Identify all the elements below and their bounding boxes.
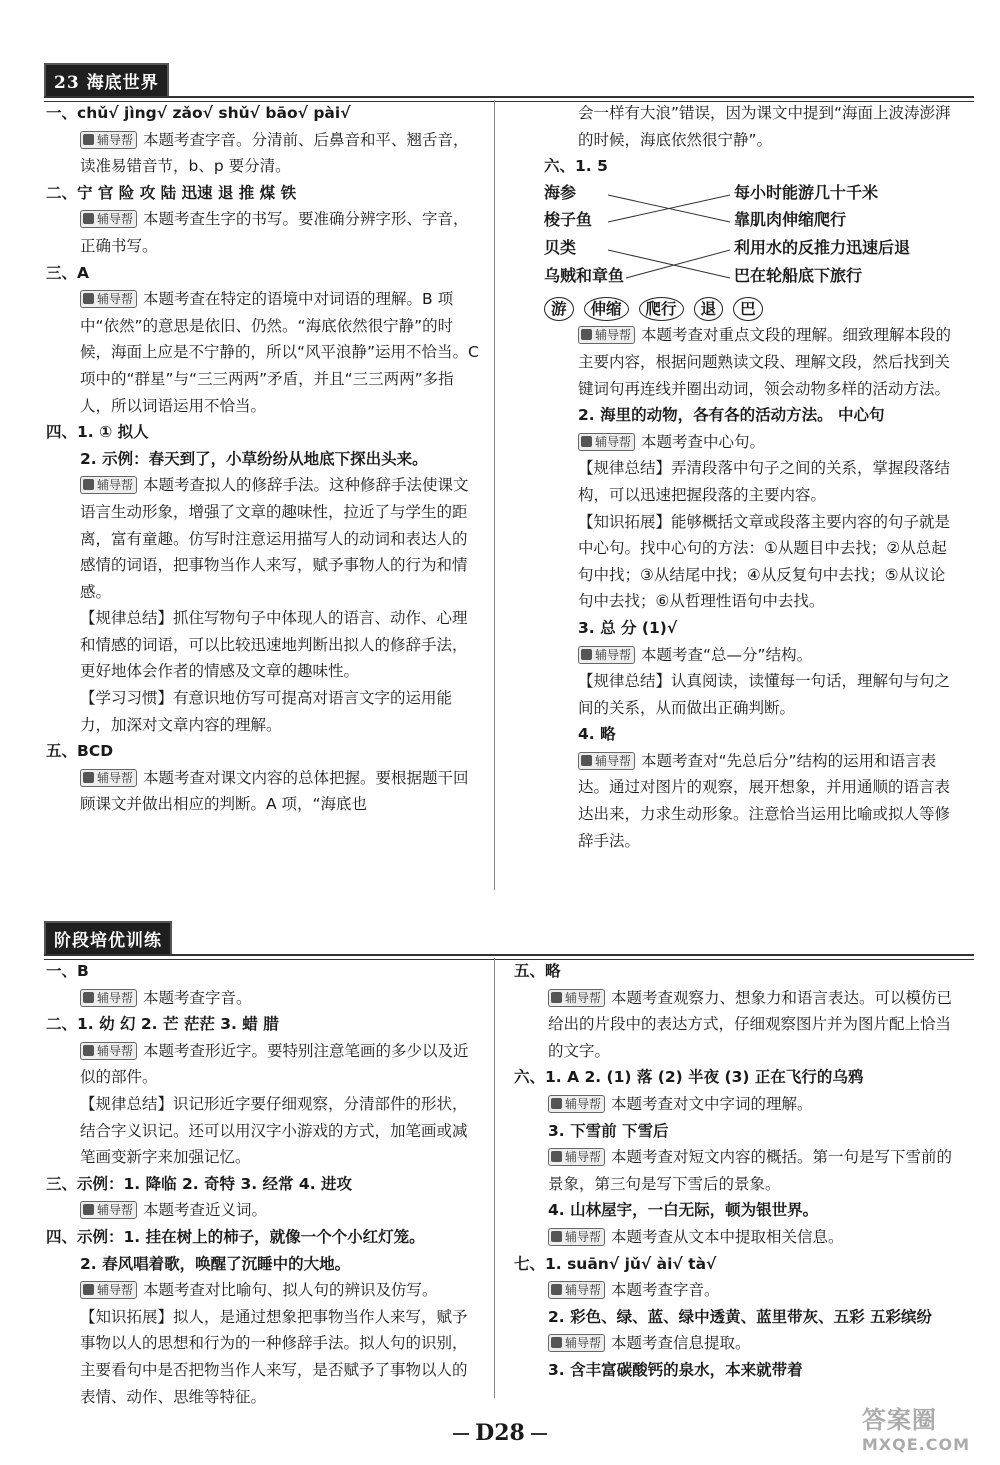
note-text: 本题考查信息提取。 — [611, 1334, 751, 1353]
note-text: 本题考查在特定的语境中对词语的理解。B 项中“依然”的意思是依旧、仍然。“海底依然很宁静”的时候，海面上应是不宁静的，所以“风平浪静”运用不恰当。C 项中的“群星”与“三三两两”矛盾，并且“三三两两”多指人，所以词语运用不恰当。 — [80, 290, 479, 415]
badge-label: 辅导帮 — [565, 1150, 602, 1165]
badge-label: 辅导帮 — [565, 1229, 602, 1244]
note-text: 本题考查形近字。要特别注意笔画的多少以及近似的部件。 — [80, 1041, 469, 1087]
question-line — [514, 1064, 954, 1091]
badge-label: 辅导帮 — [595, 753, 632, 768]
note-text: 本题考查对重点文段的理解。细致理解本段的主要内容，根据问题熟读文段、理解文段，然后找到关键词句再连线并圈出动词，领会动物多样的活动方法。 — [578, 326, 952, 398]
note-text: 本题考查从文本中提取相关信息。 — [611, 1227, 844, 1246]
summary-text: 【知识拓展】拟人，是通过想象把事物当作人来写，赋予事物以人的思想和行为的一种修辞手法。拟人句的识别，主要看句中是否把物当作人来写，是否赋予了事物以人的表情、动作、思维等特征。 — [80, 1307, 468, 1406]
question-line — [46, 419, 480, 446]
right-column-2 — [514, 958, 954, 1384]
question-label: 六、 — [514, 1068, 546, 1087]
book-icon — [83, 479, 94, 490]
circled-verbs — [544, 296, 954, 323]
section-header-1 — [44, 68, 169, 98]
column-divider — [494, 100, 495, 890]
question-line — [514, 1251, 954, 1278]
tutor-badge — [80, 210, 137, 228]
question-label: 二、 — [46, 183, 78, 202]
badge-label: 辅导帮 — [97, 990, 134, 1005]
question-line — [46, 260, 480, 287]
tutor-note — [544, 322, 954, 402]
tutor-badge — [80, 1042, 137, 1060]
circled-word: 巴 — [733, 297, 763, 321]
answer-text: 1. suān√ jǔ√ ài√ tà√ — [545, 1254, 717, 1273]
badge-label: 辅导帮 — [565, 990, 602, 1005]
book-icon — [551, 992, 562, 1003]
summary-text: 【规律总结】弄清段落中句子之间的关系，掌握段落结构，可以迅速把握段落的主要内容。 — [578, 459, 951, 504]
note-text: 本题考查近义词。 — [143, 1201, 268, 1220]
watermark-url: MXQE.COM — [861, 1435, 970, 1454]
sub-answer: 2. 海里的动物，各有各的活动方法。 中心句 — [578, 406, 885, 425]
sub-answer: 2. 示例：春天到了，小草纷纷从地底下探出头来。 — [80, 449, 428, 468]
question-label: 三、 — [46, 263, 78, 282]
note-text: 本题考查对短文内容的概括。第一句是写下雪前的景象，第三句是写下雪后的景象。 — [548, 1148, 953, 1193]
question-line — [46, 738, 480, 765]
circled-word: 爬行 — [639, 297, 684, 321]
circled-word: 游 — [544, 297, 574, 321]
tutor-note — [544, 429, 954, 456]
question-line — [46, 1171, 480, 1198]
badge-label: 辅导帮 — [595, 647, 632, 662]
badge-label: 辅导帮 — [97, 1043, 134, 1058]
left-column-2 — [46, 958, 480, 1410]
note-text: 本题考查字音。 — [143, 988, 252, 1007]
sub-answer: 2. 春风唱着歌，唤醒了沉睡中的大地。 — [80, 1254, 351, 1273]
book-icon — [581, 649, 592, 660]
tutor-note — [46, 127, 480, 180]
answer-text: 1. 5 — [575, 157, 608, 176]
tutor-note — [514, 1091, 954, 1118]
circled-word: 退 — [694, 297, 724, 321]
tutor-badge — [548, 1334, 605, 1352]
answer-text: A — [77, 263, 90, 282]
match-line — [608, 250, 730, 278]
answer-text: 示例：1. 挂在树上的柿子，就像一个个小红灯笼。 — [77, 1227, 425, 1246]
tutor-note — [46, 1038, 480, 1091]
note-text: 本题考查中心句。 — [641, 432, 766, 451]
badge-label: 辅导帮 — [97, 1203, 134, 1218]
note-text: 本题考查对文中字词的理解。 — [611, 1094, 813, 1113]
watermark — [862, 1400, 970, 1454]
badge-label: 辅导帮 — [97, 132, 134, 147]
note-text: 本题考查观察力、想象力和语言表达。可以模仿已给出的片段中的表达方式，仔细观察图片并为图片配上恰当的文字。 — [548, 988, 953, 1060]
tutor-badge — [80, 989, 137, 1007]
tutor-note — [514, 1330, 954, 1357]
question-label: 六、 — [544, 157, 576, 176]
question-label: 一、 — [46, 104, 78, 122]
question-label: 二、 — [46, 1015, 78, 1034]
book-icon — [551, 1337, 562, 1348]
book-icon — [551, 1098, 562, 1109]
question-label: 七、 — [514, 1254, 546, 1273]
match-right-item: 每小时能游几十千米 — [734, 182, 879, 202]
section-title: 23 海底世界 — [44, 63, 169, 98]
question-line — [46, 100, 480, 127]
continued-text: 会一样有大浪”错误，因为课文中提到“海面上波涛澎湃的时候，海底依然很宁静”。 — [578, 104, 951, 149]
book-icon — [83, 1045, 94, 1056]
tutor-badge — [578, 326, 635, 344]
match-line — [626, 250, 730, 278]
book-icon — [83, 1284, 94, 1295]
tutor-note — [46, 206, 480, 259]
tutor-badge — [80, 1201, 137, 1219]
tutor-badge — [578, 433, 635, 451]
tutor-badge — [80, 769, 137, 787]
tutor-badge — [578, 752, 635, 770]
summary-text: 【规律总结】识记形近字要仔细观察，分清部件的形状，结合字义识记。还可以用汉字小游戏的方式，加笔画或减笔画变新字来加强记忆。 — [80, 1094, 468, 1167]
tutor-note — [46, 286, 480, 419]
sub-answer: 4. 略 — [578, 725, 616, 744]
sub-answer: 3. 含丰富碳酸钙的泉水，本来就带着 — [548, 1360, 803, 1379]
column-divider — [494, 958, 495, 1398]
summary-text: 【规律总结】认真阅读，读懂每一句话，理解句与句之间的关系，从而做出正确判断。 — [578, 672, 951, 717]
match-left-item: 海参 — [544, 182, 577, 202]
answer-text: 1. ① 拟人 — [77, 423, 149, 442]
tutor-badge — [548, 1281, 605, 1299]
book-icon — [581, 329, 592, 340]
question-line — [46, 180, 480, 207]
match-left-item: 贝类 — [544, 237, 577, 257]
match-right-item: 利用水的反推力迅速后退 — [734, 237, 911, 257]
note-text: 本题考查“总—分”结构。 — [641, 645, 813, 664]
book-icon — [83, 134, 94, 145]
note-text: 本题考查对“先总后分”结构的运用和语言表达。通过对图片的观察，展开想象，并用通顺的语言表达出来，力求生动形象。注意恰当运用比喻或拟人等修辞手法。 — [578, 751, 951, 850]
section-header-2 — [44, 926, 172, 956]
sub-answer: 3. 总 分 (1)√ — [578, 618, 678, 637]
book-icon — [581, 755, 592, 766]
right-column-1 — [544, 100, 954, 854]
book-icon — [551, 1151, 562, 1162]
sub-answer: 4. 山林屋宇，一白无际，顿为银世界。 — [548, 1201, 819, 1220]
question-label: 五、 — [514, 962, 546, 980]
question-label: 五、 — [46, 742, 78, 761]
note-text: 本题考查生字的书写。要准确分辨字形、字音，正确书写。 — [80, 210, 469, 255]
book-icon — [83, 772, 94, 783]
badge-label: 辅导帮 — [97, 770, 134, 785]
note-text: 本题考查对课文内容的总体把握。要根据题干回顾课文并做出相应的判断。A 项，“海底也 — [80, 768, 469, 814]
note-text: 本题考查拟人的修辞手法。这种修辞手法使课文语言生动形象，增强了文章的趣味性，拉近了与学生的距离，富有童趣。仿写时注意运用描写人的动词和表达人的感情的词语，把事物当作人来写，赋予事物人的行为和情感。 — [80, 476, 469, 601]
book-icon — [551, 1231, 562, 1242]
badge-label: 辅导帮 — [97, 478, 134, 493]
answer-text: 示例：1. 降临 2. 奇特 3. 经常 4. 进攻 — [77, 1174, 352, 1193]
book-icon — [83, 293, 94, 304]
page-number: D28 — [475, 1420, 525, 1446]
match-right-item: 巴在轮船底下旅行 — [734, 265, 863, 285]
match-left-item: 乌贼和章鱼 — [544, 265, 625, 285]
tutor-note — [46, 1197, 480, 1224]
left-column-1 — [46, 100, 480, 818]
question-line — [46, 1224, 480, 1251]
answer-text: 1. A 2. (1) 落 (2) 半夜 (3) 正在飞行的乌鸦 — [545, 1068, 864, 1087]
note-text: 本题考查字音。分清前、后鼻音和平、翘舌音，读准易错音节，b、p 要分清。 — [80, 130, 469, 176]
summary-text: 【知识拓展】能够概括文章或段落主要内容的句子就是中心句。找中心句的方法：①从题目中去找；②从总起句中找；③从结尾中找；④从反复句中去找；⑤从议论句中去找；⑥从哲理性语句中去找。 — [578, 512, 951, 611]
answer-text: 略 — [545, 962, 561, 980]
badge-label: 辅导帮 — [97, 1283, 134, 1298]
badge-label: 辅导帮 — [595, 434, 632, 449]
tutor-badge — [548, 1148, 605, 1166]
tutor-note — [46, 985, 480, 1012]
question-label: 一、 — [46, 962, 78, 980]
badge-label: 辅导帮 — [565, 1096, 602, 1111]
book-icon — [83, 213, 94, 224]
tutor-note — [514, 1144, 954, 1197]
tutor-note — [514, 1224, 954, 1251]
answer-text: chǔ√ jìng√ zǎo√ shǔ√ bāo√ pài√ — [77, 104, 351, 122]
badge-label: 辅导帮 — [97, 212, 134, 227]
tutor-note — [46, 472, 480, 605]
answer-text: 宁 官 险 攻 陆 迅速 退 推 煤 铁 — [77, 183, 297, 202]
badge-label: 辅导帮 — [565, 1336, 602, 1351]
question-line — [514, 958, 954, 985]
tutor-badge — [548, 1228, 605, 1246]
match-left-item: 梭子鱼 — [544, 209, 593, 229]
badge-label: 辅导帮 — [565, 1283, 602, 1298]
sub-answer: 3. 下雪前 下雪后 — [548, 1121, 669, 1140]
note-text: 本题考查对比喻句、拟人句的辨识及仿写。 — [143, 1281, 438, 1300]
answer-text: BCD — [77, 742, 114, 761]
tutor-note — [46, 1277, 480, 1304]
question-label: 四、 — [46, 423, 78, 442]
section-title: 阶段培优训练 — [44, 921, 172, 956]
book-icon — [83, 1204, 94, 1215]
tutor-note — [544, 748, 954, 854]
tutor-note — [46, 765, 480, 818]
answer-text: B — [77, 962, 89, 980]
sub-answer: 2. 彩色、绿、蓝、绿中透黄、蓝里带灰、五彩 五彩缤纷 — [548, 1307, 932, 1326]
question-line — [46, 958, 480, 985]
question-label: 三、 — [46, 1174, 78, 1193]
summary-text: 【规律总结】抓住写物句子中体现人的语言、动作、心理和情感的词语，可以比较迅速地判断出拟人的修辞手法，更好地体会作者的情感及文章的趣味性。 — [80, 609, 468, 681]
match-right-item: 靠肌肉伸缩爬行 — [734, 209, 847, 229]
tutor-badge — [578, 646, 635, 664]
book-icon — [83, 992, 94, 1003]
matching-diagram — [544, 180, 954, 292]
tutor-badge — [80, 131, 137, 149]
answer-text: 1. 幼 幻 2. 芒 茫茫 3. 蜡 腊 — [77, 1015, 279, 1034]
circled-word: 伸缩 — [584, 297, 629, 321]
question-label: 四、 — [46, 1227, 78, 1246]
tutor-note — [514, 985, 954, 1065]
tutor-badge — [80, 290, 137, 308]
tutor-note — [514, 1277, 954, 1304]
tutor-note — [544, 642, 954, 669]
tutor-badge — [548, 1095, 605, 1113]
book-icon — [581, 436, 592, 447]
question-line — [46, 1011, 480, 1038]
watermark-text: 答案圈 — [861, 1406, 937, 1434]
tutor-badge — [80, 476, 137, 494]
page-footer — [0, 1420, 1000, 1446]
badge-label: 辅导帮 — [97, 292, 134, 307]
tutor-badge — [80, 1281, 137, 1299]
summary-text: 【学习习惯】有意识地仿写可提高对语言文字的运用能力，加深对文章内容的理解。 — [80, 689, 453, 734]
book-icon — [551, 1284, 562, 1295]
note-text: 本题考查字音。 — [611, 1281, 720, 1300]
tutor-badge — [548, 989, 605, 1007]
badge-label: 辅导帮 — [595, 328, 632, 343]
